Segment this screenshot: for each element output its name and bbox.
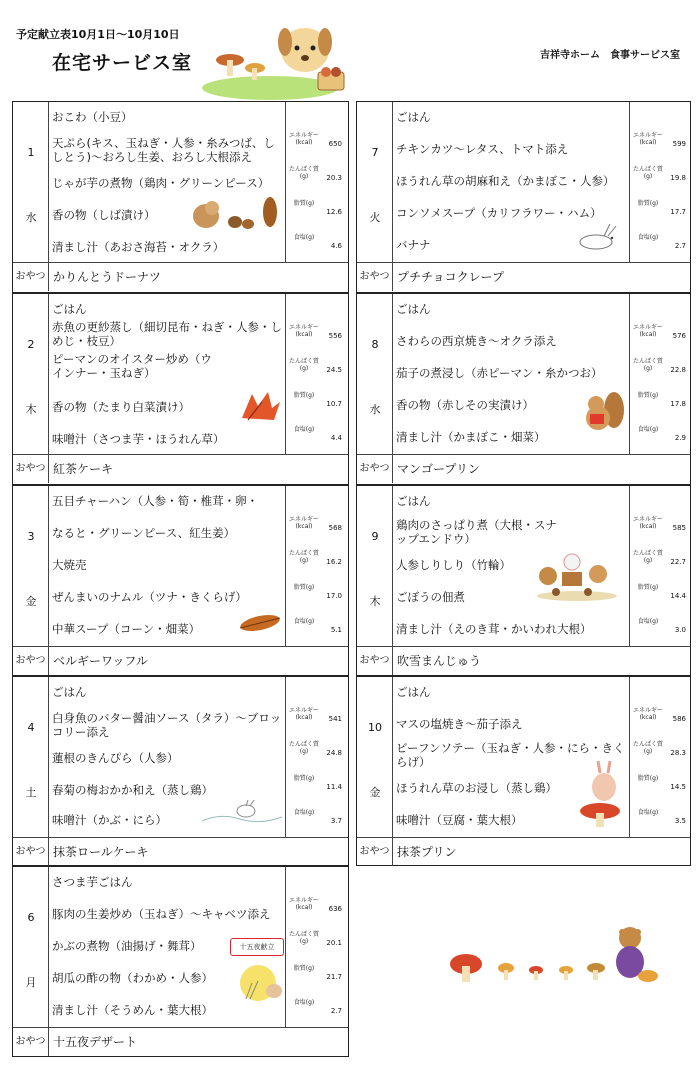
salt-label: 食塩(g) [637, 426, 659, 433]
dog-mushroom-illustration [200, 10, 360, 100]
day-number: 3 [27, 530, 35, 543]
snack-label: おやつ [357, 647, 393, 675]
dish-1: ごはん [396, 110, 431, 124]
fat-label: 脂質(g) [293, 965, 315, 972]
fat-label: 脂質(g) [637, 200, 659, 207]
autumn-leaf-illustration [238, 390, 282, 422]
day-number: 8 [371, 338, 379, 351]
snack-item: マンゴープリン [397, 462, 480, 476]
protein-value: 24.5 [326, 366, 342, 374]
snack-item: 紅茶ケーキ [53, 462, 114, 476]
leaf-illustration [236, 612, 284, 634]
snack-label: おやつ [357, 838, 393, 866]
salt-label: 食塩(g) [293, 999, 315, 1006]
salt-label: 食塩(g) [637, 618, 659, 625]
dish-3: ピーマンのオイスター炒め（ウインナー・玉ねぎ） [52, 352, 212, 380]
day-number: 4 [27, 721, 35, 734]
day-number: 6 [27, 911, 35, 924]
fat-label: 脂質(g) [293, 392, 315, 399]
protein-label: たんぱく質(g) [632, 550, 663, 564]
organization-label: 吉祥寺ホーム 食事サービス室 [540, 50, 680, 61]
dish-4: ごぼうの佃煮 [396, 590, 465, 604]
day-card-10 [356, 676, 691, 866]
dish-5: 味噌汁（豆腐・葉大根） [396, 813, 523, 827]
salt-value: 2.9 [674, 434, 686, 442]
snack-item: 吹雪まんじゅう [397, 654, 482, 668]
dish-2: マスの塩焼き～茄子添え [396, 717, 523, 731]
protein-value: 22.8 [670, 366, 686, 374]
dish-5: 清まし汁（そうめん・葉大根） [52, 1003, 213, 1017]
dish-4: ぜんまいのナムル（ツナ・きくらげ） [52, 590, 247, 604]
dish-1: ごはん [396, 685, 431, 699]
energy-value: 568 [328, 524, 342, 532]
fat-label: 脂質(g) [293, 775, 315, 782]
snack-item: 抹茶ロールケーキ [53, 845, 149, 859]
salt-label: 食塩(g) [637, 809, 659, 816]
dish-5: 清まし汁（えのき茸・かいわれ大根） [396, 622, 592, 636]
day-card-9 [356, 485, 691, 676]
fat-label: 脂質(g) [637, 775, 659, 782]
dish-2: 白身魚のバター醤油ソース（タラ）～ブロッコリー添え [52, 711, 282, 739]
fat-label: 脂質(g) [637, 392, 659, 399]
salt-value: 5.1 [330, 626, 342, 634]
protein-label: たんぱく質(g) [632, 166, 663, 180]
dish-1: ごはん [52, 302, 87, 316]
weekday: 木 [369, 595, 381, 608]
protein-value: 20.3 [326, 174, 342, 182]
dish-4: 香の物（たまり白菜漬け） [52, 400, 190, 414]
protein-value: 16.2 [326, 558, 342, 566]
protein-value: 19.8 [670, 174, 686, 182]
snack-label: おやつ [13, 838, 49, 866]
protein-value: 22.7 [670, 558, 686, 566]
day-card-3 [12, 485, 349, 676]
dish-5: 清まし汁（あおさ海苔・オクラ） [52, 240, 225, 254]
snack-label: おやつ [13, 455, 49, 483]
energy-label: エネルギー(kcal) [632, 132, 663, 146]
day-number: 10 [368, 721, 382, 734]
day-number: 9 [371, 530, 379, 543]
energy-label: エネルギー(kcal) [288, 707, 319, 721]
salt-value: 4.6 [330, 242, 342, 250]
protein-label: たんぱく質(g) [288, 166, 319, 180]
day-card-8 [356, 293, 691, 485]
rabbit-mushroom-illustration [578, 761, 628, 829]
protein-label: たんぱく質(g) [288, 358, 319, 372]
salt-value: 2.7 [330, 1007, 342, 1015]
snack-item: かりんとうドーナツ [53, 270, 161, 284]
fat-value: 21.7 [326, 973, 342, 981]
dish-1: さつま芋ごはん [52, 875, 133, 889]
dish-5: 味噌汁（かぶ・にら） [52, 813, 167, 827]
salt-value: 3.7 [330, 817, 342, 825]
salt-label: 食塩(g) [293, 809, 315, 816]
fat-value: 14.4 [670, 592, 686, 600]
protein-label: たんぱく質(g) [288, 931, 319, 945]
protein-value: 28.3 [670, 749, 686, 757]
fat-value: 11.4 [326, 783, 342, 791]
weekday: 金 [369, 786, 381, 799]
dish-2: 鶏肉のさっぱり煮（大根・スナップエンドウ） [396, 518, 557, 546]
dish-5: 味噌汁（さつま芋・ほうれん草） [52, 432, 225, 446]
dish-3: 蓮根のきんぴら（人参） [52, 751, 179, 765]
weekday: 火 [369, 211, 381, 224]
fat-value: 14.5 [670, 783, 686, 791]
dish-1: ごはん [396, 302, 431, 316]
weekday: 木 [25, 403, 37, 416]
energy-value: 586 [672, 715, 686, 723]
salt-label: 食塩(g) [637, 234, 659, 241]
squirrel-acorn-illustration [188, 194, 282, 232]
energy-label: エネルギー(kcal) [632, 516, 663, 530]
fat-value: 17.7 [670, 208, 686, 216]
fat-value: 10.7 [326, 400, 342, 408]
rabbit-grass-illustration [200, 799, 284, 825]
salt-value: 3.5 [674, 817, 686, 825]
dish-1: おこわ（小豆） [52, 110, 133, 124]
dish-4: 香の物（しば漬け） [52, 208, 156, 222]
weekday: 月 [25, 976, 37, 989]
dish-4: 春菊の梅おかか和え（蒸し鶏） [52, 783, 213, 797]
snack-label: おやつ [13, 1028, 49, 1056]
day-card-6 [12, 866, 349, 1057]
weekday: 金 [25, 595, 37, 608]
day-number: 1 [27, 146, 35, 159]
dish-3: ビーフンソテー（玉ねぎ・人参・にら・きくらげ） [396, 741, 625, 769]
dish-3: 大焼売 [52, 558, 87, 572]
protein-value: 24.8 [326, 749, 342, 757]
salt-label: 食塩(g) [293, 234, 315, 241]
harvest-moon-badge: 十五夜献立 [230, 938, 284, 956]
energy-label: エネルギー(kcal) [288, 516, 319, 530]
animals-picnic-illustration [532, 546, 622, 602]
protein-label: たんぱく質(g) [288, 550, 319, 564]
day-card-2 [12, 293, 349, 485]
dish-3: ほうれん草の胡麻和え（かまぼこ・人参） [396, 174, 615, 188]
energy-value: 576 [672, 332, 686, 340]
snack-label: おやつ [357, 455, 393, 483]
dish-2: 赤魚の更紗蒸し（細切昆布・ねぎ・人参・しめじ・枝豆） [52, 320, 282, 348]
day-number: 2 [27, 338, 35, 351]
dish-5: 清まし汁（かまぼこ・畑菜） [396, 430, 546, 444]
dish-3: 茄子の煮浸し（赤ピーマン・糸かつお） [396, 366, 603, 380]
mushrooms-bear-illustration [440, 924, 660, 990]
energy-label: エネルギー(kcal) [288, 897, 319, 911]
dish-4: コンソメスープ（カリフラワー・ハム） [396, 206, 602, 220]
protein-label: たんぱく質(g) [288, 741, 319, 755]
energy-label: エネルギー(kcal) [632, 707, 663, 721]
dish-1: 五目チャーハン（人参・筍・椎茸・卵・ [52, 494, 259, 508]
salt-label: 食塩(g) [293, 426, 315, 433]
salt-value: 2.7 [674, 242, 686, 250]
dish-1: ごはん [396, 494, 431, 508]
dish-2: 天ぷら(キス、玉ねぎ・人参・糸みつば、ししとう)～おろし生姜、おろし大根添え [52, 136, 275, 164]
energy-label: エネルギー(kcal) [288, 132, 319, 146]
fat-value: 17.0 [326, 592, 342, 600]
day-card-1 [12, 101, 349, 293]
weekday: 土 [25, 786, 37, 799]
salt-value: 4.4 [330, 434, 342, 442]
dish-4: 香の物（赤しその実漬け） [396, 398, 534, 412]
salt-label: 食塩(g) [293, 618, 315, 625]
snack-label: おやつ [13, 647, 49, 675]
dish-3: じゃが芋の煮物（鶏肉・グリーンピース） [52, 176, 270, 190]
protein-value: 20.1 [326, 939, 342, 947]
dish-5: バナナ [396, 238, 431, 252]
weekday: 水 [25, 211, 37, 224]
dish-3: かぶの煮物（油揚げ・舞茸） [52, 939, 202, 953]
fat-value: 17.8 [670, 400, 686, 408]
dish-4: ほうれん草のお浸し（蒸し鶏） [396, 781, 557, 795]
rabbit-illustration [572, 222, 624, 252]
energy-value: 585 [672, 524, 686, 532]
dish-2: 豚肉の生姜炒め（玉ねぎ）～キャベツ添え [52, 907, 271, 921]
dish-3: 人参しりしり（竹輪） [396, 558, 511, 572]
dish-4: 胡瓜の酢の物（わかめ・人参） [52, 971, 213, 985]
fat-value: 12.6 [326, 208, 342, 216]
snack-item: プチチョコクレープ [397, 270, 505, 284]
fat-label: 脂質(g) [293, 200, 315, 207]
fat-label: 脂質(g) [637, 584, 659, 591]
protein-label: たんぱく質(g) [632, 358, 663, 372]
day-card-4 [12, 676, 349, 866]
dish-1: ごはん [52, 685, 87, 699]
snack-item: ベルギーワッフル [53, 654, 148, 668]
dish-2: さわらの西京焼き～オクラ添え [396, 334, 557, 348]
energy-value: 636 [328, 905, 342, 913]
period-label: 予定献立表10月1日～10月10日 [16, 28, 180, 41]
snack-label: おやつ [357, 263, 393, 291]
weekday: 水 [369, 403, 381, 416]
squirrel-illustration [580, 390, 626, 434]
snack-item: 抹茶プリン [397, 845, 457, 859]
protein-label: たんぱく質(g) [632, 741, 663, 755]
day-card-7 [356, 101, 691, 293]
moon-rabbit-illustration [236, 963, 286, 1003]
energy-value: 599 [672, 140, 686, 148]
snack-label: おやつ [13, 263, 49, 291]
dish-2: チキンカツ～レタス、トマト添え [396, 142, 569, 156]
energy-label: エネルギー(kcal) [632, 324, 663, 338]
energy-value: 650 [328, 140, 342, 148]
energy-value: 556 [328, 332, 342, 340]
energy-label: エネルギー(kcal) [288, 324, 319, 338]
snack-item: 十五夜デザート [53, 1035, 138, 1049]
energy-value: 541 [328, 715, 342, 723]
fat-label: 脂質(g) [293, 584, 315, 591]
day-number: 7 [371, 146, 379, 159]
page-title: 在宅サービス室 [52, 52, 193, 74]
salt-value: 3.0 [674, 626, 686, 634]
dish-5: 中華スープ（コーン・畑菜） [52, 622, 201, 636]
dish-2: なると・グリーンピース、紅生姜） [52, 526, 236, 540]
